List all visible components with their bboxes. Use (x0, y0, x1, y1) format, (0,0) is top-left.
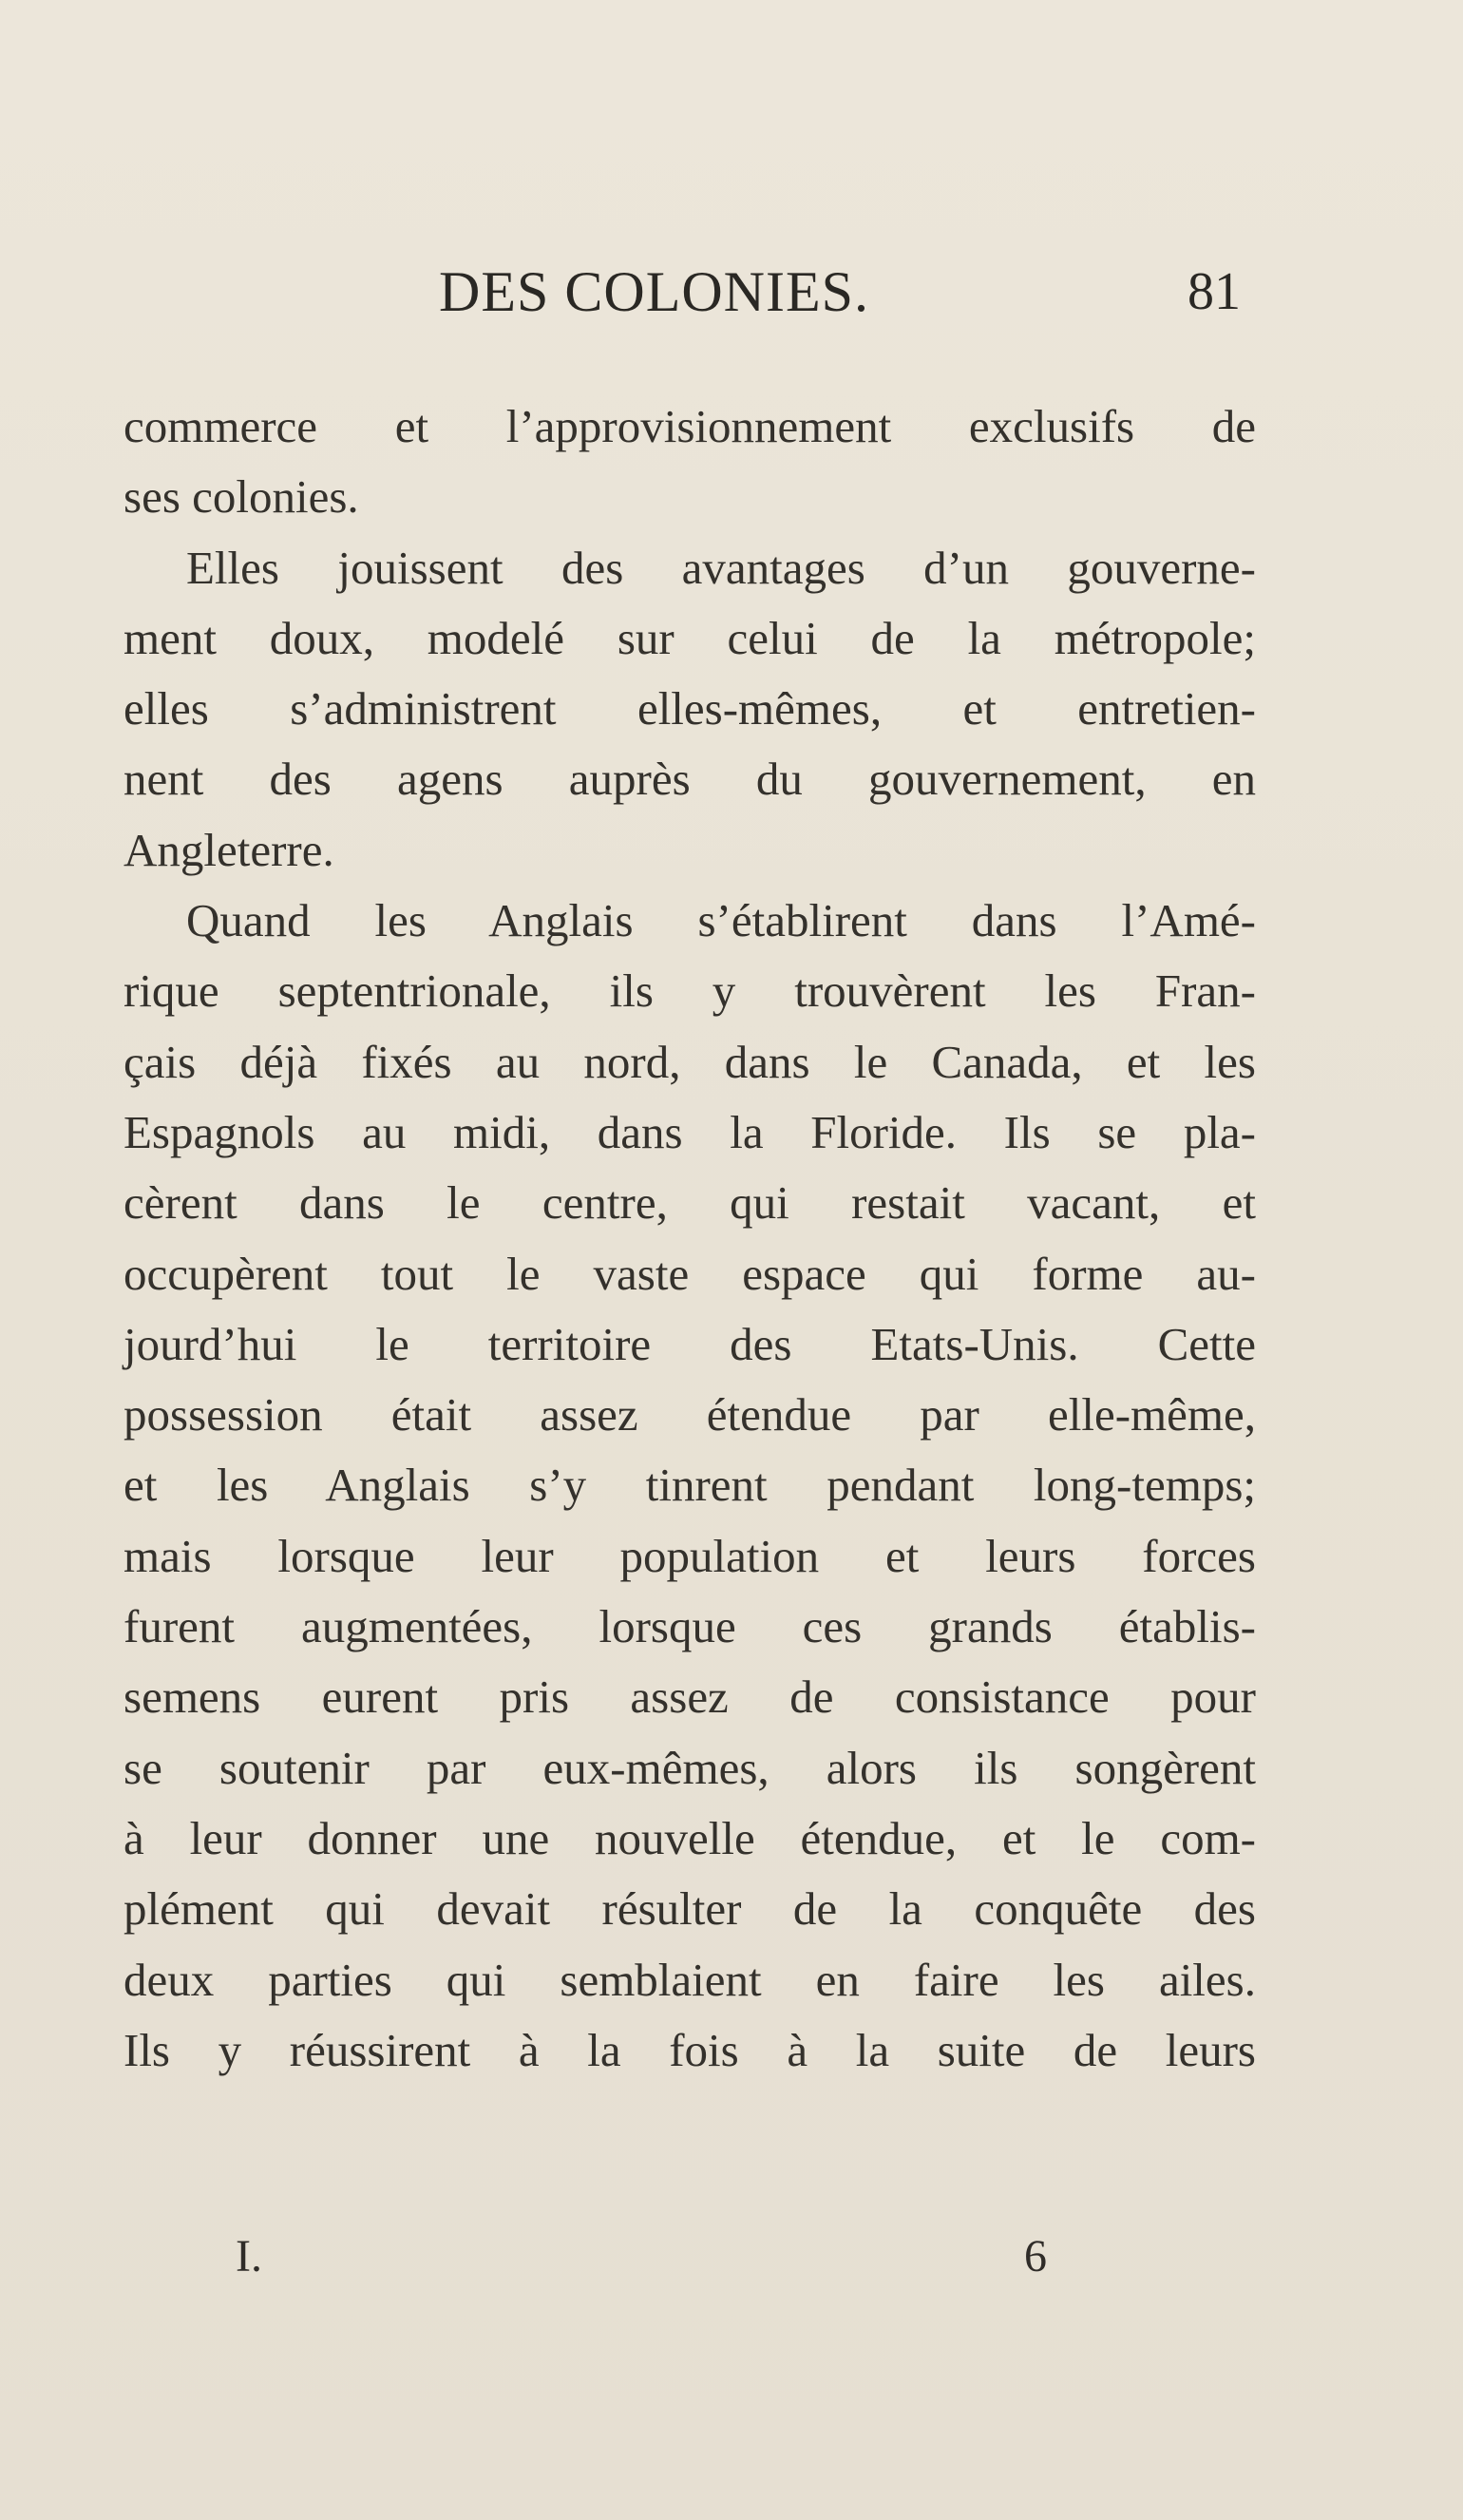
text-line: Ils y réussirent à la fois à la suite de leurs (124, 2023, 1256, 2076)
text-line: Espagnols au midi, dans la Floride. Ils se pla- (124, 1105, 1256, 1158)
running-header (0, 258, 1463, 325)
text-line: à leur donner une nouvelle étendue, et le com- (124, 1811, 1256, 1864)
text-line: ment doux, modelé sur celui de la métropole; (124, 611, 1256, 664)
text-line: occupèrent tout le vaste espace qui forme au- (124, 1247, 1256, 1300)
text-line: cèrent dans le centre, qui restait vacant, et (124, 1176, 1256, 1230)
text-line: nent des agens auprès du gouvernement, en (124, 753, 1256, 806)
text-line: elles s’administrent elles-mêmes, et entretien- (124, 682, 1256, 735)
text-line: furent augmentées, lorsque ces grands établis- (124, 1600, 1256, 1653)
text-line: Angleterre. (124, 823, 334, 876)
text-line: rique septentrionale, ils y trouvèrent les Fran- (124, 964, 1256, 1018)
page-number: 81 (1188, 262, 1241, 321)
text-line: deux parties qui semblaient en faire les ailes. (124, 1953, 1256, 2006)
text-line: ses colonies. (124, 470, 359, 524)
page-footer (0, 2222, 1463, 2292)
signature-mark: I. (236, 2231, 262, 2281)
text-line: çais déjà fixés au nord, dans le Canada, et les (124, 1035, 1256, 1088)
text-line: se soutenir par eux-mêmes, alors ils songèrent (124, 1741, 1256, 1794)
text-line: commerce et l’approvisionnement exclusifs de (124, 400, 1256, 452)
text-line: semens eurent pris assez de consistance pour (124, 1670, 1256, 1724)
sheet-number: 6 (1024, 2231, 1047, 2281)
text-line: Quand les Anglais s’établirent dans l’Amé- (186, 894, 1256, 947)
running-title: DES COLONIES. (439, 260, 870, 323)
page-text (124, 391, 1256, 2086)
text-line: mais lorsque leur population et leurs forces (124, 1529, 1256, 1582)
text-line: et les Anglais s’y tinrent pendant long-temps; (124, 1459, 1256, 1512)
text-line: Elles jouissent des avantages d’un gouverne- (186, 541, 1256, 594)
text-line: plément qui devait résulter de la conquête des (124, 1882, 1256, 1936)
text-line: jourd’hui le territoire des Etats-Unis. Cette (124, 1317, 1256, 1370)
text-line: possession était assez étendue par elle-même, (124, 1388, 1256, 1441)
